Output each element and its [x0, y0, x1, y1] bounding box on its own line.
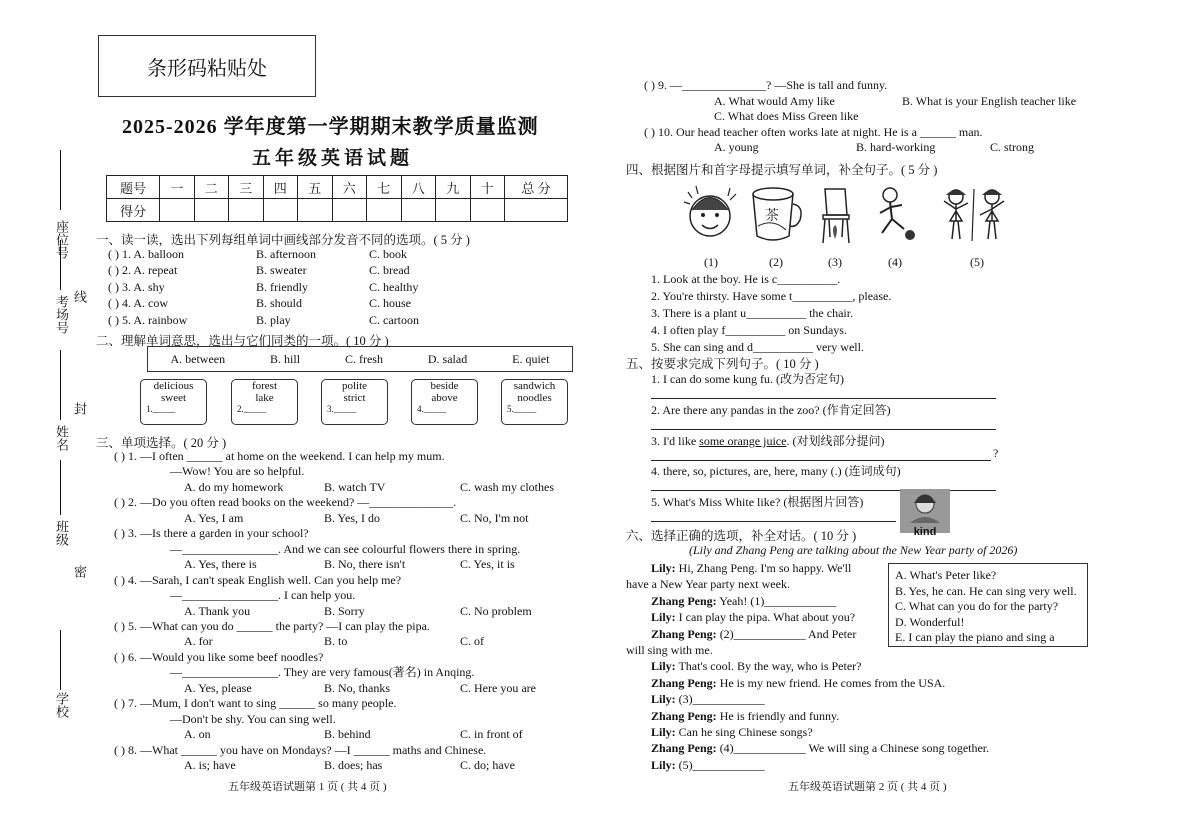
q8-options: A. is; have B. does; has C. do; have [184, 758, 515, 773]
q4-stem2: —________________. I can help you. [170, 588, 356, 603]
section1-items [108, 246, 419, 328]
q5-stem: ( ) 5. —What can you do ______ the party? —I can play the pipa. [114, 618, 430, 633]
dialogue-line: Lily: That's cool. By the way, who is Peter? [651, 659, 862, 674]
s6-intro: (Lily and Zhang Peng are talking about the New Year party of 2026) [689, 543, 1018, 557]
seat-blank [60, 150, 61, 210]
score-header: 五 [298, 176, 333, 199]
miss-white-picture [900, 489, 950, 538]
class-label: 班级 [54, 520, 69, 546]
seat-label: 座位号 [54, 220, 69, 259]
score-header: 九 [436, 176, 471, 199]
answer-line[interactable] [651, 460, 991, 461]
s5-item3: 3. I'd like some orange juice. (对划线部分提问) [651, 434, 885, 448]
score-cell[interactable] [194, 199, 229, 222]
binding-strip [40, 140, 100, 820]
q9-stem: ( ) 9. —______________? —She is tall and funny. [644, 78, 888, 92]
word-option: C. fresh [344, 351, 383, 366]
s5-item5: 5. What's Miss White like? (根据图片回答) [651, 495, 864, 509]
q6-stem2: —________________. They are very famous(著名) in Anqing. [170, 665, 475, 680]
dialogue-line: Lily: (5)____________ [651, 757, 765, 772]
pic-label: (4) [888, 255, 902, 269]
dialogue [626, 560, 989, 773]
q6-stem: ( ) 6. —Would you like some beef noodles? [114, 649, 324, 664]
score-cell[interactable] [160, 199, 195, 222]
score-cell[interactable] [505, 199, 568, 222]
picture-tea-cup-icon [748, 182, 804, 244]
section6-heading: 六、选择正确的选项，补全对话。( 10 分 ) [626, 529, 857, 543]
seal-mark-2: 封 [72, 402, 87, 415]
section1-heading: 一、读一读，选出下列每组单词中画线部分发音不同的选项。( 5 分 ) [96, 233, 470, 247]
s5-item4: 4. there, so, pictures, are, here, many (.) (连词成句) [651, 464, 901, 478]
score-header: 二 [194, 176, 229, 199]
name-blank [60, 350, 61, 420]
dialog-option: D. Wonderful! [895, 614, 965, 629]
answer-line[interactable] [651, 521, 896, 522]
exam-subtitle: 五年级英语试题 [252, 148, 414, 169]
dialog-option: B. Yes, he can. He can sing very well. [895, 583, 1077, 598]
picture-football-player-icon [870, 185, 918, 245]
section4-heading: 四、根据图片和首字母提示填写单词，补全句子。( 5 分 ) [626, 163, 938, 177]
dialogue-line: Zhang Peng: He is my new friend. He comes from the USA. [651, 675, 946, 690]
school-blank [60, 630, 61, 690]
answer-line[interactable] [651, 398, 996, 399]
barcode-area: 条形码粘贴处 [98, 35, 316, 97]
q1-options: A. do my homework B. watch TV C. wash my clothes [184, 479, 554, 494]
section5-heading: 五、按要求完成下列句子。( 10 分 ) [626, 357, 819, 371]
score-header: 一 [160, 176, 195, 199]
s5-item1: 1. I can do some kung fu. (改为否定句) [651, 372, 844, 386]
q5-options: A. for B. to C. of [184, 634, 484, 649]
score-header: 题号 [107, 176, 160, 199]
s5-item3-qmark: ? [993, 446, 999, 460]
q3-stem2: —________________. And we can see colourful flowers there in spring. [170, 541, 521, 556]
q2-options: A. Yes, I am B. Yes, I do C. No, I'm not [184, 510, 529, 525]
s4-item: 4. I often play f__________ on Sundays. [651, 323, 847, 337]
section2-heading: 二、理解单词意思，选出与它们同类的一项。( 10 分 ) [96, 334, 389, 348]
seal-mark: 密 [72, 565, 87, 578]
dialogue-line: Zhang Peng: He is friendly and funny. [651, 708, 840, 723]
q4-options: A. Thank you B. Sorry C. No problem [184, 603, 532, 618]
q8-stem: ( ) 8. —What ______ you have on Mondays? —I ______ maths and Chinese. [114, 742, 487, 757]
class-blank [60, 460, 61, 515]
q10-stem: ( ) 10. Our head teacher often works late at night. He is a ______ man. [644, 124, 983, 139]
exam-room-label: 考场号 [54, 295, 69, 334]
section4-items [651, 271, 891, 356]
dialogue-line: Lily: (3)____________ [651, 692, 765, 707]
word-card: forest lake 2._____ [231, 379, 298, 425]
score-cell[interactable] [332, 199, 367, 222]
score-header: 三 [229, 176, 264, 199]
name-label: 姓名 [54, 425, 69, 451]
q9-options-row1: A. What would Amy like B. What is your English teacher like [714, 93, 1077, 108]
exam-room-blank [60, 240, 61, 290]
picture-dancing-girls-icon [938, 185, 1010, 245]
dialog-option: A. What's Peter like? [895, 568, 997, 582]
score-header: 四 [263, 176, 298, 199]
q6-options: A. Yes, please B. No, thanks C. Here you are [184, 680, 536, 695]
score-header: 十 [470, 176, 505, 199]
score-row-label: 得分 [107, 199, 160, 222]
word-bank [147, 346, 573, 372]
score-header: 七 [367, 176, 402, 199]
exam-title: 2025-2026 学年度第一学期期末教学质量监测 [122, 116, 539, 138]
answer-line[interactable] [651, 429, 996, 430]
s1-item: ( ) 2. A. repeat B. sweater C. bread [108, 263, 410, 278]
line-mark: 线 [72, 290, 87, 303]
s5-item2: 2. Are there any pandas in the zoo? (作肯定回答) [651, 403, 891, 417]
s1-item: ( ) 3. A. shy B. friendly C. healthy [108, 279, 419, 294]
s4-item: 3. There is a plant u__________ the chair. [651, 306, 854, 320]
s4-item: 5. She can sing and d__________ very well. [651, 340, 864, 354]
page1-footer: 五年级英语试题第 1 页 ( 共 4 页 ) [228, 781, 387, 793]
dialog-option: C. What can you do for the party? [895, 599, 1059, 613]
score-header: 六 [332, 176, 367, 199]
woman-portrait-icon [900, 489, 950, 523]
q3-stem: ( ) 3. —Is there a garden in your school? [114, 526, 309, 541]
tea-char: 茶 [765, 207, 779, 223]
page2-footer: 五年级英语试题第 2 页 ( 共 4 页 ) [788, 781, 947, 793]
score-cell[interactable] [229, 199, 264, 222]
picture-boy-icon [680, 180, 740, 245]
word-option: E. quiet [512, 351, 550, 366]
word-option: D. salad [427, 351, 468, 366]
pic-label: (3) [828, 255, 842, 269]
q7-stem2: —Don't be shy. You can sing well. [170, 711, 336, 726]
q10-options: A. young B. hard-working C. strong [714, 140, 1035, 154]
s4-item: 1. Look at the boy. He is c__________. [651, 272, 841, 286]
word-option: B. hill [270, 351, 301, 366]
kind-label: kind [913, 526, 937, 538]
word-card: delicious sweet 1._____ [140, 379, 207, 425]
pic-label: (1) [704, 255, 718, 269]
dialog-option: E. I can play the piano and sing a [895, 630, 1055, 644]
dialogue-line: Zhang Peng: (4)____________ We will sing a Chinese song together. [651, 741, 990, 756]
section3-questions [114, 449, 554, 774]
dialogue-line: Zhang Peng: Yeah! (1)____________ [651, 593, 837, 608]
q9-options-row2: C. What does Miss Green like [714, 109, 859, 123]
score-cell[interactable] [367, 199, 402, 222]
score-cell[interactable] [263, 199, 298, 222]
s4-item: 2. You're thirsty. Have some t__________, please. [651, 289, 892, 303]
s1-item: ( ) 4. A. cow B. should C. house [108, 296, 411, 311]
picture-labels [704, 255, 984, 270]
q4-stem: ( ) 4. —Sarah, I can't speak English well. Can you help me? [114, 572, 402, 587]
score-cell[interactable] [436, 199, 471, 222]
section3-heading: 三、单项选择。( 20 分 ) [96, 436, 227, 450]
q7-stem: ( ) 7. —Mum, I don't want to sing ______ so many people. [114, 696, 397, 711]
dialogue-line: Lily: Can he sing Chinese songs? [651, 725, 813, 740]
picture-chair-plant-icon [815, 185, 855, 245]
q1-stem2: —Wow! You are so helpful. [170, 464, 305, 479]
score-cell[interactable] [298, 199, 333, 222]
dialogue-line: Zhang Peng: (2)____________ And Peter [651, 626, 857, 641]
score-header: 总 分 [505, 176, 568, 199]
score-cell[interactable] [401, 199, 436, 222]
pic-label: (2) [769, 255, 783, 269]
s1-item: ( ) 5. A. rainbow B. play C. cartoon [108, 312, 419, 327]
q1-stem: ( ) 1. —I often ______ at home on the weekend. I can help my mum. [114, 449, 445, 463]
word-card: polite strict 3._____ [321, 379, 388, 425]
q2-stem: ( ) 2. —Do you often read books on the weekend? —______________. [114, 495, 457, 510]
dialogue-line: Lily: I can play the pipa. What about you? [651, 610, 856, 625]
school-label: 学校 [54, 692, 69, 718]
dialogue-line: have a New Year party next week. [626, 577, 790, 592]
q7-options: A. on B. behind C. in front of [184, 727, 523, 742]
word-card: beside above 4._____ [411, 379, 478, 425]
score-cell[interactable] [470, 199, 505, 222]
pic-label: (5) [970, 255, 984, 269]
dialogue-line: will sing with me. [626, 643, 713, 658]
word-card: sandwich noodles 5._____ [501, 379, 568, 425]
dialogue-line: Lily: Hi, Zhang Peng. I'm so happy. We'll [651, 561, 852, 575]
score-table [106, 175, 568, 222]
score-header: 八 [401, 176, 436, 199]
right-top-questions [644, 78, 1076, 156]
q3-options: A. Yes, there is B. No, there isn't C. Yes, it is [184, 557, 515, 572]
s1-item: ( ) 1. A. balloon B. afternoon C. book [108, 247, 408, 261]
word-option: A. between [170, 351, 226, 366]
